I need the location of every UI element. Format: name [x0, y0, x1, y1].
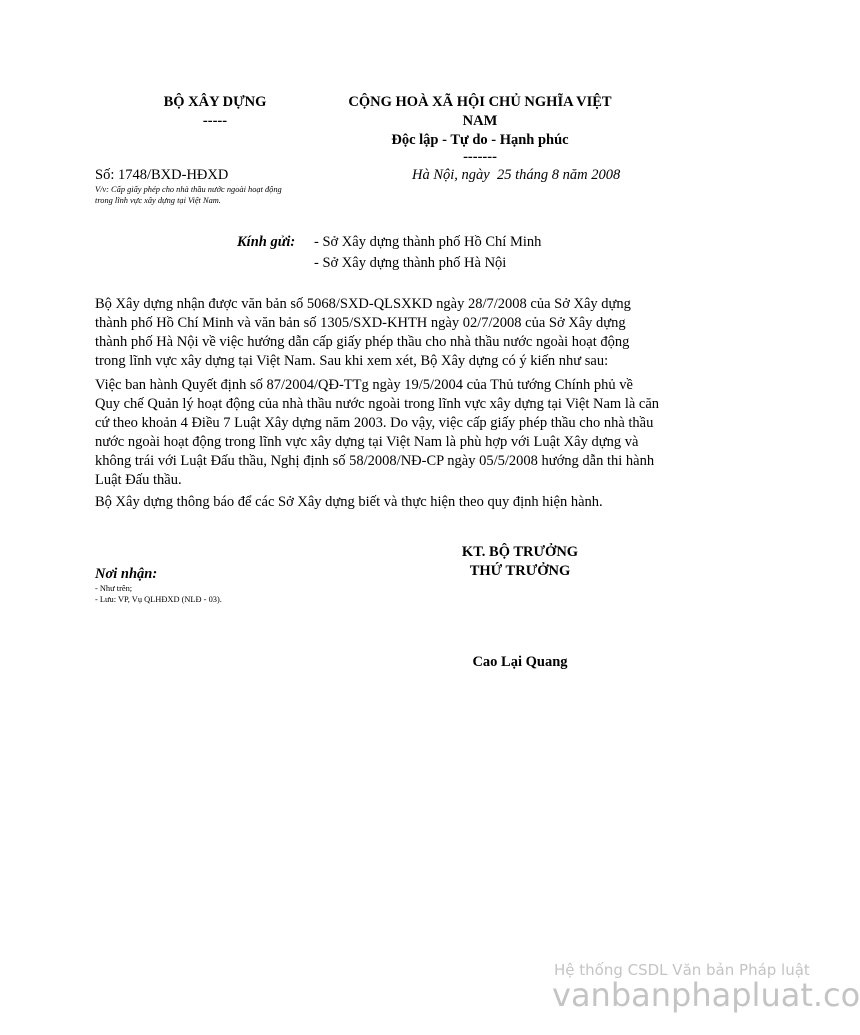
body-line: cứ theo khoản 4 Điều 7 Luật Xây dựng năm 2003. Do vậy, việc cấp giấy phép thầu cho nhà thầu: [95, 415, 654, 431]
nation-title-line-2: NAM: [462, 113, 498, 129]
body-line: không trái với Luật Đấu thầu, Nghị định số 58/2008/NĐ-CP ngày 05/5/2008 hướng dẫn thi hành: [95, 453, 655, 469]
body-line: Luật Đấu thầu.: [95, 472, 182, 488]
place-and-date: Hà Nội, ngày 25 tháng 8 năm 2008: [412, 167, 621, 183]
body-line: Quy chế Quản lý hoạt động của nhà thầu nước ngoài trong lĩnh vực xây dựng tại Việt Nam là căn: [95, 396, 660, 412]
subject-line-1: V/v: Cấp giấy phép cho nhà thầu nước ngoài hoạt động: [95, 185, 282, 194]
recipient-item: - Như trên;: [95, 584, 133, 593]
nation-title-line-1: CỘNG HOÀ XÃ HỘI CHỦ NGHĨA VIỆT: [348, 94, 612, 110]
addressee-item: - Sở Xây dựng thành phố Hồ Chí Minh: [314, 234, 542, 250]
ministry-separator: -----: [202, 113, 228, 129]
signature-title: KT. BỘ TRƯỞNG: [461, 544, 579, 560]
body-line: thành phố Hồ Chí Minh và văn bản số 1305/SXD-KHTH ngày 02/7/2008 của Sở Xây dựng: [95, 315, 626, 331]
body-line: Việc ban hành Quyết định số 87/2004/QĐ-TTg ngày 19/5/2004 của Thủ tướng Chính phủ về: [95, 377, 633, 393]
motto: Độc lập - Tự do - Hạnh phúc: [391, 132, 569, 148]
signer-name: Cao Lại Quang: [472, 654, 568, 670]
motto-separator: -------: [463, 149, 497, 165]
recipients-label: Nơi nhận:: [95, 566, 158, 582]
ministry-name: BỘ XÂY DỰNG: [163, 94, 267, 110]
addressee-label: Kính gửi:: [237, 234, 296, 250]
watermark-line-1: Hệ thống CSDL Văn bản Pháp luật: [554, 961, 810, 979]
recipient-item: - Lưu: VP, Vụ QLHĐXD (NLĐ - 03).: [95, 595, 222, 604]
document-number: Số: 1748/BXD-HĐXD: [95, 167, 229, 183]
body-paragraph-3: [95, 493, 695, 512]
body-line: nước ngoài hoạt động trong lĩnh vực xây dựng tại Việt Nam là phù hợp với Luật Xây dựng và: [95, 434, 639, 450]
body-line: trong lĩnh vực xây dựng tại Việt Nam. Sau khi xem xét, Bộ Xây dựng có ý kiến như sau:: [95, 353, 609, 369]
signature-subtitle: THỨ TRƯỞNG: [469, 563, 571, 579]
body-paragraph-2: [95, 376, 695, 490]
watermark-line-2: vanbanphapluat.co: [552, 976, 860, 1014]
addressee-item: - Sở Xây dựng thành phố Hà Nội: [314, 255, 507, 271]
body-line: Bộ Xây dựng nhận được văn bản số 5068/SXD-QLSXKD ngày 28/7/2008 của Sở Xây dựng: [95, 296, 631, 312]
body-line: Bộ Xây dựng thông báo để các Sở Xây dựng biết và thực hiện theo quy định hiện hành.: [95, 494, 603, 510]
subject-line-2: trong lĩnh vực xây dựng tại Việt Nam.: [95, 196, 221, 205]
body-line: thành phố Hà Nội về việc hướng dẫn cấp giấy phép thầu cho nhà thầu nước ngoài hoạt động: [95, 334, 630, 350]
body-paragraph-1: [95, 295, 695, 371]
